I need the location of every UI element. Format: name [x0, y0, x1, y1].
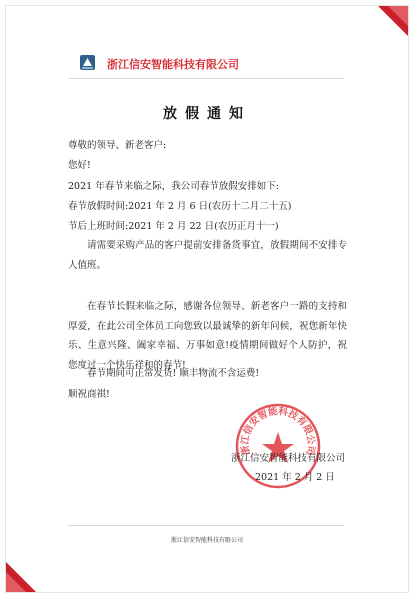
- shipping-line: 春节期间可正常发货! 顺丰物流不含运费!: [87, 368, 260, 379]
- work-resume-line: 节后上班时间:2021 年 2 月 22 日(农历正月十一): [68, 221, 279, 232]
- corner-decoration-bottom-left-inner: [6, 572, 26, 592]
- purchase-note-paragraph: 请需要采购产品的客户提前安排备货事宜，放假期间不安排专人值班。: [68, 240, 347, 271]
- signature-date: 2021 年 2 月 2 日: [255, 472, 335, 483]
- signature-company: 浙江信安智能科技有限公司: [231, 453, 346, 464]
- holiday-start-line: 春节放假时间:2021 年 2 月 6 日(农历十二月二十五): [68, 201, 292, 212]
- intro-line: 2021 年春节来临之际，我公司春节放假安排如下:: [68, 181, 279, 192]
- addressee-line: 尊敬的领导、新老客户:: [68, 140, 167, 151]
- seal-text: 浙江信安智能科技有限公司: [239, 406, 317, 456]
- closing-line: 顺祝商祺!: [68, 389, 110, 400]
- greeting-line: 您好!: [68, 160, 91, 171]
- wishes-paragraph: 在春节长假来临之际，感谢各位领导、新老客户一路的支持和厚爱，在此公司全体员工向您致以最诚挚的新年问候，祝您新年快乐、生意兴隆、阖家幸福、万事如意!疫情期间做好个人防护，祝您度过一个快乐祥和的春节!: [68, 301, 347, 371]
- corner-decoration-top-right-inner: [388, 6, 408, 26]
- company-name-header: 浙江信安智能科技有限公司: [107, 58, 239, 71]
- page-title: 放假通知: [163, 106, 251, 122]
- company-logo-icon: [79, 54, 96, 71]
- footer-company-name: 浙江信安智能科技有限公司: [170, 537, 243, 544]
- header-divider: [68, 78, 344, 79]
- footer-divider: [68, 525, 344, 526]
